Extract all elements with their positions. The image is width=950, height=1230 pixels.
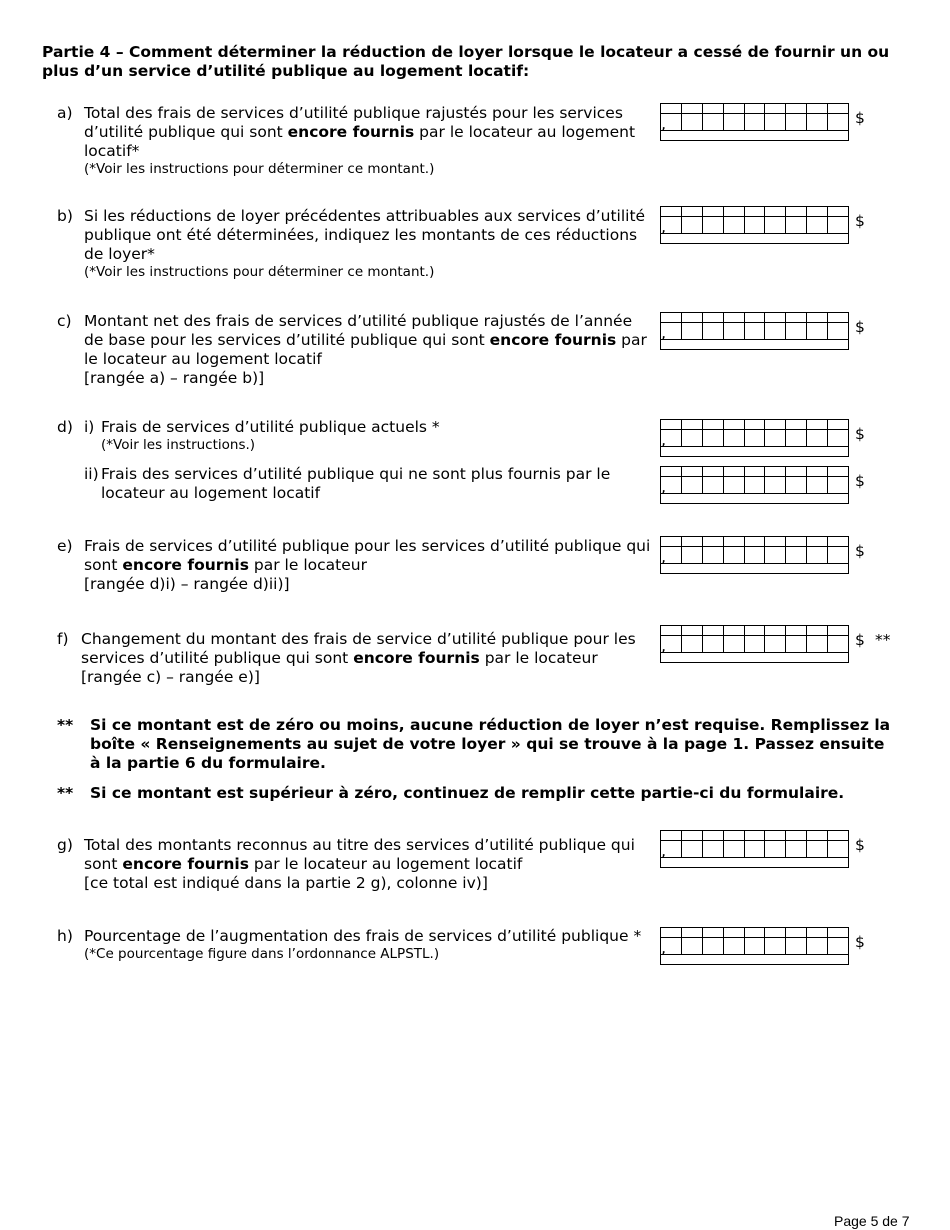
part-4-title: Partie 4 – Comment déterminer la réduction de loyer lorsque le locateur a cessé de fournir un ou plus d’un service d’utilité publique au logement locatif: — [42, 43, 890, 80]
warning-above-zero: ** Si ce montant est supérieur à zéro, continuez de remplir cette partie-ci du formulaire. — [57, 784, 845, 802]
row-letter: b) — [57, 207, 73, 225]
row-letter: h) — [57, 927, 73, 945]
currency-symbol: $ — [855, 472, 865, 490]
currency-symbol: $ — [855, 933, 865, 951]
decimal-comma: , — [660, 937, 849, 965]
currency-symbol: $ — [855, 109, 865, 127]
decimal-comma: , — [660, 322, 849, 350]
row-note: (*Voir les instructions.) — [101, 437, 256, 453]
row-d-i: i) Frais de services d’utilité publique actuels * (*Voir les instructions.) — [84, 418, 644, 454]
row-letter: a) — [57, 104, 73, 122]
row-h: h) Pourcentage de l’augmentation des frais de services d’utilité publique * (*Ce pourcentage figure dans l’ordonnance ALPSTL.) — [57, 927, 657, 963]
row-d-ii: ii) Frais des services d’utilité publique qui ne sont plus fournis par le locateur au logement locatif — [84, 465, 611, 502]
row-c: c) Montant net des frais de services d’utilité publique rajustés de l’année de base pour les services d’utilité publique qui sont encore fournis par le locateur au logement locatif [rangée a) – rangée b)] — [57, 312, 647, 387]
row-letter: f) — [57, 630, 69, 648]
row-g: g) Total des montants reconnus au titre des services d’utilité publique qui sont encore fournis par le locateur au logement locatif [ce total est indiqué dans la partie 2 g), colonne iv)] — [57, 836, 635, 892]
decimal-comma: , — [660, 216, 849, 244]
currency-symbol: $ — [855, 425, 865, 443]
decimal-comma: , — [660, 113, 849, 141]
currency-symbol: $ — [855, 542, 865, 560]
decimal-comma: , — [660, 429, 849, 457]
row-note: (*Ce pourcentage figure dans l’ordonnance ALPSTL.) — [84, 946, 440, 962]
double-star-marker: ** — [875, 631, 891, 649]
page-number: Page 5 de 7 — [834, 1213, 910, 1229]
currency-symbol: $ — [855, 318, 865, 336]
row-f: f) Changement du montant des frais de service d’utilité publique pour les services d’utilité publique qui sont encore fournis par le locateur [rangée c) – rangée e)] — [57, 630, 636, 686]
decimal-comma: , — [660, 476, 849, 504]
row-letter: d) — [57, 418, 73, 436]
currency-symbol: $ — [855, 836, 865, 854]
decimal-comma: , — [660, 840, 849, 868]
decimal-comma: , — [660, 635, 849, 663]
row-note: (*Voir les instructions pour déterminer ce montant.) — [84, 264, 435, 280]
warning-zero-or-less: ** Si ce montant est de zéro ou moins, aucune réduction de loyer n’est requise. Remplissez la boîte « Renseignements au sujet de votre loyer » qui se trouve à la page 1. Passez ensuite à la partie 6 du formulaire. — [57, 716, 891, 772]
row-b: b) Si les réductions de loyer précédentes attribuables aux services d’utilité publique ont été déterminées, indiquez les montants de ces réductions de loyer* (*Voir les instructions pour déterminer ce montant.) — [57, 207, 652, 281]
decimal-comma: , — [660, 546, 849, 574]
row-letter: c) — [57, 312, 72, 330]
row-letter: g) — [57, 836, 73, 854]
row-e: e) Frais de services d’utilité publique pour les services d’utilité publique qui sont encore fournis par le locateur [rangée d)i) – rangée d)ii)] — [57, 537, 651, 593]
row-note: (*Voir les instructions pour déterminer ce montant.) — [84, 161, 435, 177]
row-a: a) Total des frais de services d’utilité publique rajustés pour les services d’utilité publique qui sont encore fournis par le locateur au logement locatif* (*Voir les instructions pour déterminer ce montant.) — [57, 104, 652, 178]
currency-symbol: $ — [855, 212, 865, 230]
row-letter: e) — [57, 537, 73, 555]
currency-symbol: $ — [855, 631, 865, 649]
